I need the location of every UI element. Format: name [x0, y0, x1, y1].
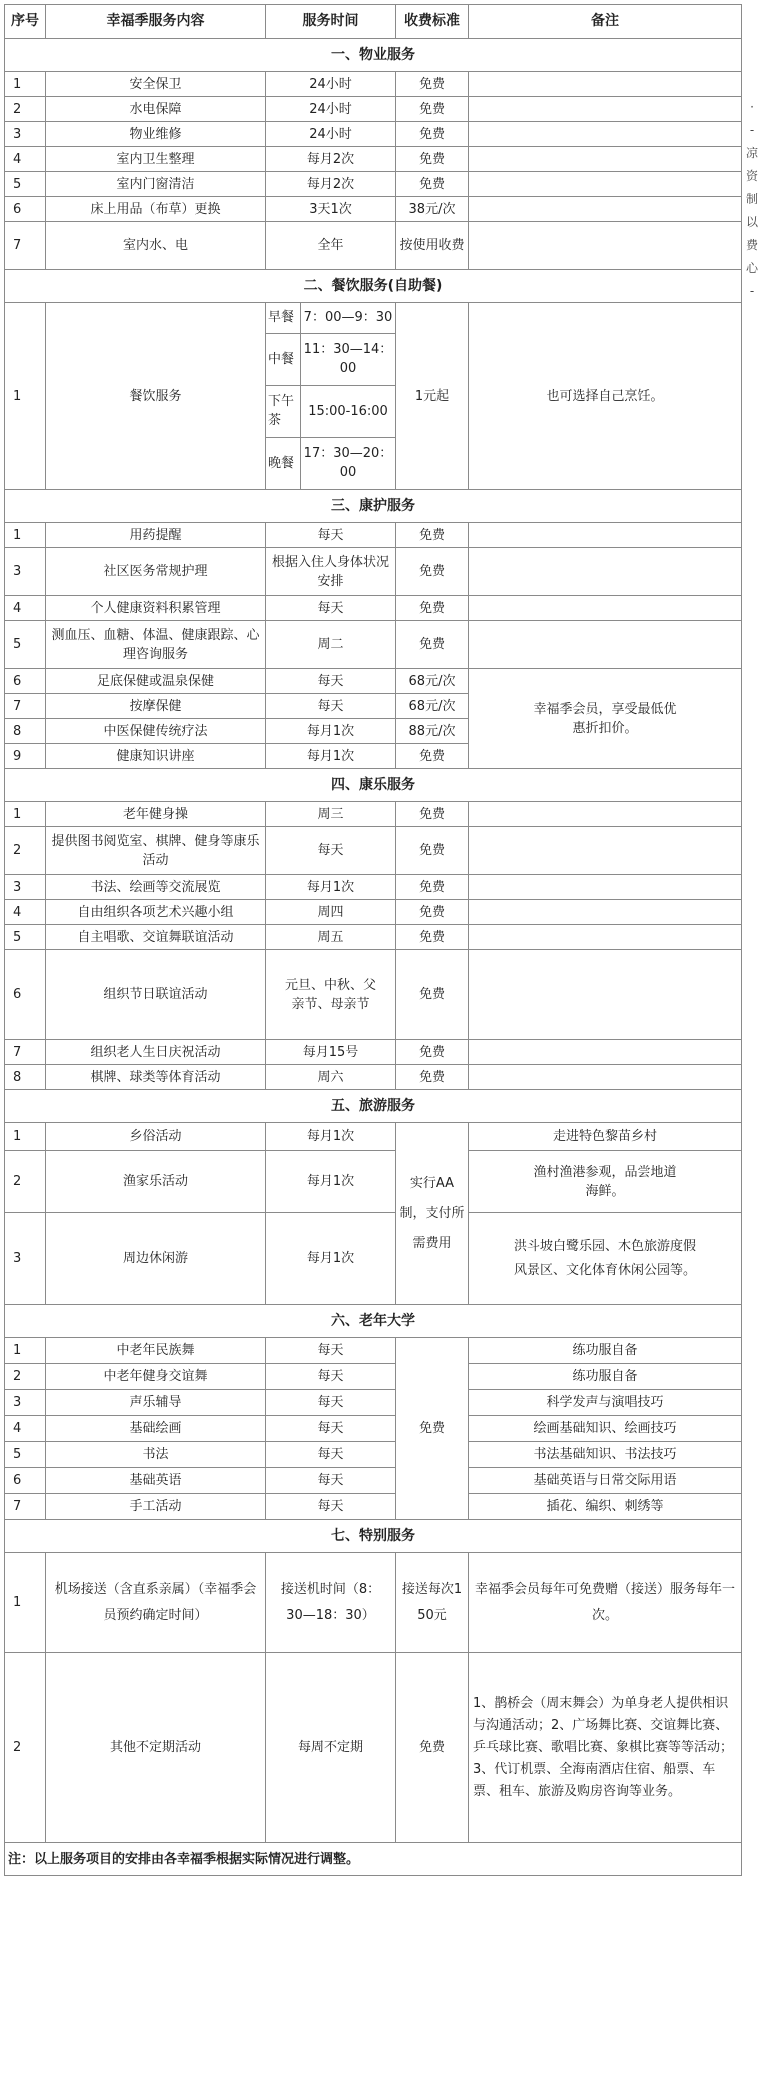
cell-fee: 免费 [396, 875, 469, 900]
cell-time: 每月2次 [266, 172, 396, 197]
cell-content: 自由组织各项艺术兴趣小组 [46, 900, 266, 925]
cell-fee: 88元/次 [396, 719, 469, 744]
cell-content: 餐饮服务 [46, 303, 266, 490]
footer-note: 注：以上服务项目的安排由各幸福季根据实际情况进行调整。 [5, 1843, 742, 1876]
cell-time: 每天 [266, 1338, 396, 1364]
table-row [5, 548, 742, 596]
cell-time: 每月1次 [266, 1123, 396, 1151]
table-row [5, 1468, 742, 1494]
meal-schedule [266, 303, 395, 489]
meal-name: 中餐 [266, 333, 301, 385]
cell-seq: 1 [5, 1123, 46, 1151]
cell-seq: 6 [5, 950, 46, 1040]
cell-content: 中老年民族舞 [46, 1338, 266, 1364]
section-title-row [5, 490, 742, 523]
cell-fee: 免费 [396, 147, 469, 172]
header-seq: 序号 [5, 5, 46, 39]
cell-note [469, 827, 742, 875]
cell-content: 物业维修 [46, 122, 266, 147]
cell-note: 练功服自备 [469, 1338, 742, 1364]
table-row [5, 1416, 742, 1442]
section-title: 一、物业服务 [5, 39, 742, 72]
cell-note [469, 621, 742, 669]
cell-fee: 免费 [396, 122, 469, 147]
cell-content: 乡俗活动 [46, 1123, 266, 1151]
cell-seq: 1 [5, 1338, 46, 1364]
cell-fee-merged: 免费 [396, 1338, 469, 1520]
cell-seq: 8 [5, 719, 46, 744]
cell-fee: 免费 [396, 621, 469, 669]
cell-note: 1、鹊桥会（周末舞会）为单身老人提供相识与沟通活动；2、广场舞比赛、交谊舞比赛、乒乓球比赛、歌唱比赛、象棋比赛等等活动；3、代订机票、全海南酒店住宿、船票、车票、租车、旅游及购房咨询等业务。 [469, 1653, 742, 1843]
cell-fee: 免费 [396, 827, 469, 875]
meal-row [266, 333, 395, 385]
cell-seq: 2 [5, 1653, 46, 1843]
cell-time: 周四 [266, 900, 396, 925]
cell-content: 组织老人生日庆祝活动 [46, 1040, 266, 1065]
cell-content: 中医保健传统疗法 [46, 719, 266, 744]
section-title-row [5, 1305, 742, 1338]
table-row [5, 1553, 742, 1653]
table-row [5, 1364, 742, 1390]
cell-fee: 免费 [396, 802, 469, 827]
cell-content: 提供图书阅览室、棋牌、健身等康乐活动 [46, 827, 266, 875]
section-title: 五、旅游服务 [5, 1090, 742, 1123]
cell-fee: 免费 [396, 1040, 469, 1065]
cell-time: 每天 [266, 596, 396, 621]
cell-time: 周二 [266, 621, 396, 669]
side-text: · - 凉 资 制 以 费 心 - [745, 100, 758, 298]
cell-fee: 免费 [396, 900, 469, 925]
cell-seq: 9 [5, 744, 46, 769]
cell-note: 书法基础知识、书法技巧 [469, 1442, 742, 1468]
cell-seq: 4 [5, 147, 46, 172]
cell-time: 接送机时间（8：30—18：30） [266, 1553, 396, 1653]
cell-seq: 5 [5, 621, 46, 669]
cell-fee: 免费 [396, 172, 469, 197]
table-row [5, 669, 742, 694]
cell-fee: 按使用收费 [396, 222, 469, 270]
cell-content: 基础绘画 [46, 1416, 266, 1442]
cell-fee: 免费 [396, 744, 469, 769]
cell-seq: 3 [5, 122, 46, 147]
cell-content: 足底保健或温泉保健 [46, 669, 266, 694]
cell-time: 每天 [266, 1364, 396, 1390]
cell-seq: 2 [5, 1364, 46, 1390]
cell-time: 每月1次 [266, 1151, 396, 1213]
cell-time: 每天 [266, 1468, 396, 1494]
cell-time: 周五 [266, 925, 396, 950]
cell-time: 每天 [266, 827, 396, 875]
table-row [5, 172, 742, 197]
cell-fee: 38元/次 [396, 197, 469, 222]
cell-seq: 1 [5, 303, 46, 490]
cell-content: 书法、绘画等交流展览 [46, 875, 266, 900]
cell-content: 用药提醒 [46, 523, 266, 548]
cell-content: 床上用品（布草）更换 [46, 197, 266, 222]
cell-seq: 5 [5, 925, 46, 950]
cell-time: 每月1次 [266, 875, 396, 900]
cell-content: 室内门窗清洁 [46, 172, 266, 197]
header-fee: 收费标准 [396, 5, 469, 39]
cell-time: 周三 [266, 802, 396, 827]
cell-content: 室内卫生整理 [46, 147, 266, 172]
meal-row [266, 385, 395, 437]
meal-name: 早餐 [266, 303, 301, 333]
cell-seq: 6 [5, 669, 46, 694]
section-title: 四、康乐服务 [5, 769, 742, 802]
cell-note [469, 1065, 742, 1090]
cell-note [469, 802, 742, 827]
table-row [5, 596, 742, 621]
cell-time: 每天 [266, 523, 396, 548]
cell-time: 每天 [266, 1442, 396, 1468]
table-row [5, 621, 742, 669]
cell-note: 练功服自备 [469, 1364, 742, 1390]
cell-time: 每天 [266, 1416, 396, 1442]
cell-note [469, 596, 742, 621]
table-row [5, 147, 742, 172]
cell-content: 健康知识讲座 [46, 744, 266, 769]
cell-time: 3天1次 [266, 197, 396, 222]
meal-time: 17：30—20：00 [303, 446, 393, 481]
cell-note: 洪斗坡白鹭乐园、木色旅游度假风景区、文化体育休闲公园等。 [469, 1213, 742, 1305]
table-row [5, 802, 742, 827]
cell-content: 机场接送（含直系亲属）（幸福季会员预约确定时间） [46, 1553, 266, 1653]
cell-seq: 1 [5, 523, 46, 548]
cell-time: 元旦、中秋、父亲节、母亲节 [266, 950, 396, 1040]
table-row [5, 197, 742, 222]
cell-time: 每月2次 [266, 147, 396, 172]
cell-seq: 3 [5, 1390, 46, 1416]
cell-seq: 2 [5, 827, 46, 875]
section-title-row [5, 769, 742, 802]
footer-row [5, 1843, 742, 1876]
table-row [5, 1442, 742, 1468]
cell-seq: 6 [5, 1468, 46, 1494]
header-row [5, 5, 742, 39]
cell-seq: 7 [5, 1040, 46, 1065]
table-row [5, 1213, 742, 1305]
cell-content: 老年健身操 [46, 802, 266, 827]
service-table [4, 4, 742, 1876]
cell-seq: 5 [5, 1442, 46, 1468]
cell-seq: 1 [5, 802, 46, 827]
table-row [5, 1653, 742, 1843]
cell-time: 周六 [266, 1065, 396, 1090]
cell-fee: 免费 [396, 97, 469, 122]
cell-seq: 3 [5, 548, 46, 596]
table-row [5, 1040, 742, 1065]
cell-time: 全年 [266, 222, 396, 270]
section-title: 二、餐饮服务(自助餐) [5, 270, 742, 303]
meal-name: 下午茶 [266, 385, 301, 437]
cell-note [469, 925, 742, 950]
table-row [5, 1065, 742, 1090]
cell-content: 测血压、血糖、体温、健康跟踪、心理咨询服务 [46, 621, 266, 669]
cell-time: 每月1次 [266, 744, 396, 769]
cell-fee: 1元起 [396, 303, 469, 490]
cell-note [469, 523, 742, 548]
table-body [5, 39, 742, 1876]
table-row [5, 303, 742, 490]
meal-time: 15:00-16:00 [301, 385, 396, 437]
cell-time: 每天 [266, 1494, 396, 1520]
table-row [5, 1338, 742, 1364]
cell-note [469, 72, 742, 97]
cell-fee: 免费 [396, 1065, 469, 1090]
cell-note: 绘画基础知识、绘画技巧 [469, 1416, 742, 1442]
table-row [5, 925, 742, 950]
cell-note [469, 122, 742, 147]
cell-content: 渔家乐活动 [46, 1151, 266, 1213]
section-title: 七、特别服务 [5, 1520, 742, 1553]
cell-seq: 2 [5, 1151, 46, 1213]
cell-fee: 免费 [396, 596, 469, 621]
cell-note: 插花、编织、刺绣等 [469, 1494, 742, 1520]
cell-note-merged: 幸福季会员，享受最低优惠折扣价。 [469, 669, 742, 769]
cell-time: 每月15号 [266, 1040, 396, 1065]
table-row [5, 97, 742, 122]
table-row [5, 523, 742, 548]
cell-note: 走进特色黎苗乡村 [469, 1123, 742, 1151]
section-title: 六、老年大学 [5, 1305, 742, 1338]
cell-content: 其他不定期活动 [46, 1653, 266, 1843]
cell-seq: 1 [5, 1553, 46, 1653]
cell-content: 个人健康资料积累管理 [46, 596, 266, 621]
cell-content: 水电保障 [46, 97, 266, 122]
cell-content: 组织节日联谊活动 [46, 950, 266, 1040]
cell-time: 24小时 [266, 97, 396, 122]
cell-content: 棋牌、球类等体育活动 [46, 1065, 266, 1090]
section-title: 三、康护服务 [5, 490, 742, 523]
table-row [5, 950, 742, 1040]
cell-fee: 免费 [396, 925, 469, 950]
cell-time: 24小时 [266, 122, 396, 147]
cell-seq: 4 [5, 900, 46, 925]
cell-time: 每月1次 [266, 719, 396, 744]
header-content: 幸福季服务内容 [46, 5, 266, 39]
cell-content: 按摩保健 [46, 694, 266, 719]
section-title-row [5, 270, 742, 303]
cell-content: 室内水、电 [46, 222, 266, 270]
table-row [5, 1151, 742, 1213]
cell-note: 也可选择自己烹饪。 [469, 303, 742, 490]
cell-seq: 7 [5, 1494, 46, 1520]
cell-content: 基础英语 [46, 1468, 266, 1494]
cell-seq: 7 [5, 222, 46, 270]
cell-note [469, 1040, 742, 1065]
header-time: 服务时间 [266, 5, 396, 39]
cell-note [469, 900, 742, 925]
cell-time: 根据入住人身体状况安排 [266, 548, 396, 596]
cell-content: 中老年健身交谊舞 [46, 1364, 266, 1390]
section-title-row [5, 1090, 742, 1123]
cell-fee-merged: 实行AA制，支付所需费用 [396, 1123, 469, 1305]
meal-name: 晚餐 [266, 437, 301, 489]
cell-fee: 免费 [396, 1653, 469, 1843]
cell-time: 每天 [266, 1390, 396, 1416]
section-title-row [5, 39, 742, 72]
table-row [5, 1123, 742, 1151]
cell-content: 书法 [46, 1442, 266, 1468]
cell-note: 渔村渔港参观，品尝地道海鲜。 [469, 1151, 742, 1213]
cell-fee: 68元/次 [396, 669, 469, 694]
table-row [5, 827, 742, 875]
cell-fee: 68元/次 [396, 694, 469, 719]
cell-note [469, 222, 742, 270]
cell-content: 社区医务常规护理 [46, 548, 266, 596]
table-row [5, 875, 742, 900]
table-row [5, 1390, 742, 1416]
table-row [5, 1494, 742, 1520]
cell-seq: 3 [5, 1213, 46, 1305]
meal-row [266, 437, 395, 489]
cell-fee: 接送每次150元 [396, 1553, 469, 1653]
table-row [5, 72, 742, 97]
cell-time: 24小时 [266, 72, 396, 97]
cell-note [469, 875, 742, 900]
cell-time: 每月1次 [266, 1213, 396, 1305]
cell-note: 幸福季会员每年可免费赠（接送）服务每年一次。 [469, 1553, 742, 1653]
cell-time: 每天 [266, 669, 396, 694]
meal-row [266, 303, 395, 333]
section-title-row [5, 1520, 742, 1553]
cell-time: 每周不定期 [266, 1653, 396, 1843]
table-row [5, 122, 742, 147]
cell-time: 每天 [266, 694, 396, 719]
cell-content: 周边休闲游 [46, 1213, 266, 1305]
cell-seq: 1 [5, 72, 46, 97]
cell-content: 声乐辅导 [46, 1390, 266, 1416]
table-row [5, 222, 742, 270]
cell-fee: 免费 [396, 548, 469, 596]
cell-content: 手工活动 [46, 1494, 266, 1520]
header-note: 备注 [469, 5, 742, 39]
cell-fee: 免费 [396, 523, 469, 548]
cell-note: 科学发声与演唱技巧 [469, 1390, 742, 1416]
cell-content: 自主唱歌、交谊舞联谊活动 [46, 925, 266, 950]
cell-note: 基础英语与日常交际用语 [469, 1468, 742, 1494]
cell-seq: 4 [5, 1416, 46, 1442]
cell-note [469, 950, 742, 1040]
cell-meal-times [266, 303, 396, 490]
service-sheet [4, 4, 741, 1876]
cell-fee: 免费 [396, 72, 469, 97]
cell-note [469, 147, 742, 172]
meal-time: 7：00—9：30 [301, 303, 396, 333]
cell-seq: 6 [5, 197, 46, 222]
cell-note [469, 197, 742, 222]
cell-fee: 免费 [396, 950, 469, 1040]
meal-time: 11：30—14：00 [301, 333, 396, 385]
cell-seq: 2 [5, 97, 46, 122]
cell-content: 安全保卫 [46, 72, 266, 97]
cell-seq: 4 [5, 596, 46, 621]
cell-seq: 5 [5, 172, 46, 197]
table-row [5, 900, 742, 925]
cell-note [469, 97, 742, 122]
cell-seq: 8 [5, 1065, 46, 1090]
cell-seq: 7 [5, 694, 46, 719]
cell-note [469, 548, 742, 596]
cell-note [469, 172, 742, 197]
cell-seq: 3 [5, 875, 46, 900]
